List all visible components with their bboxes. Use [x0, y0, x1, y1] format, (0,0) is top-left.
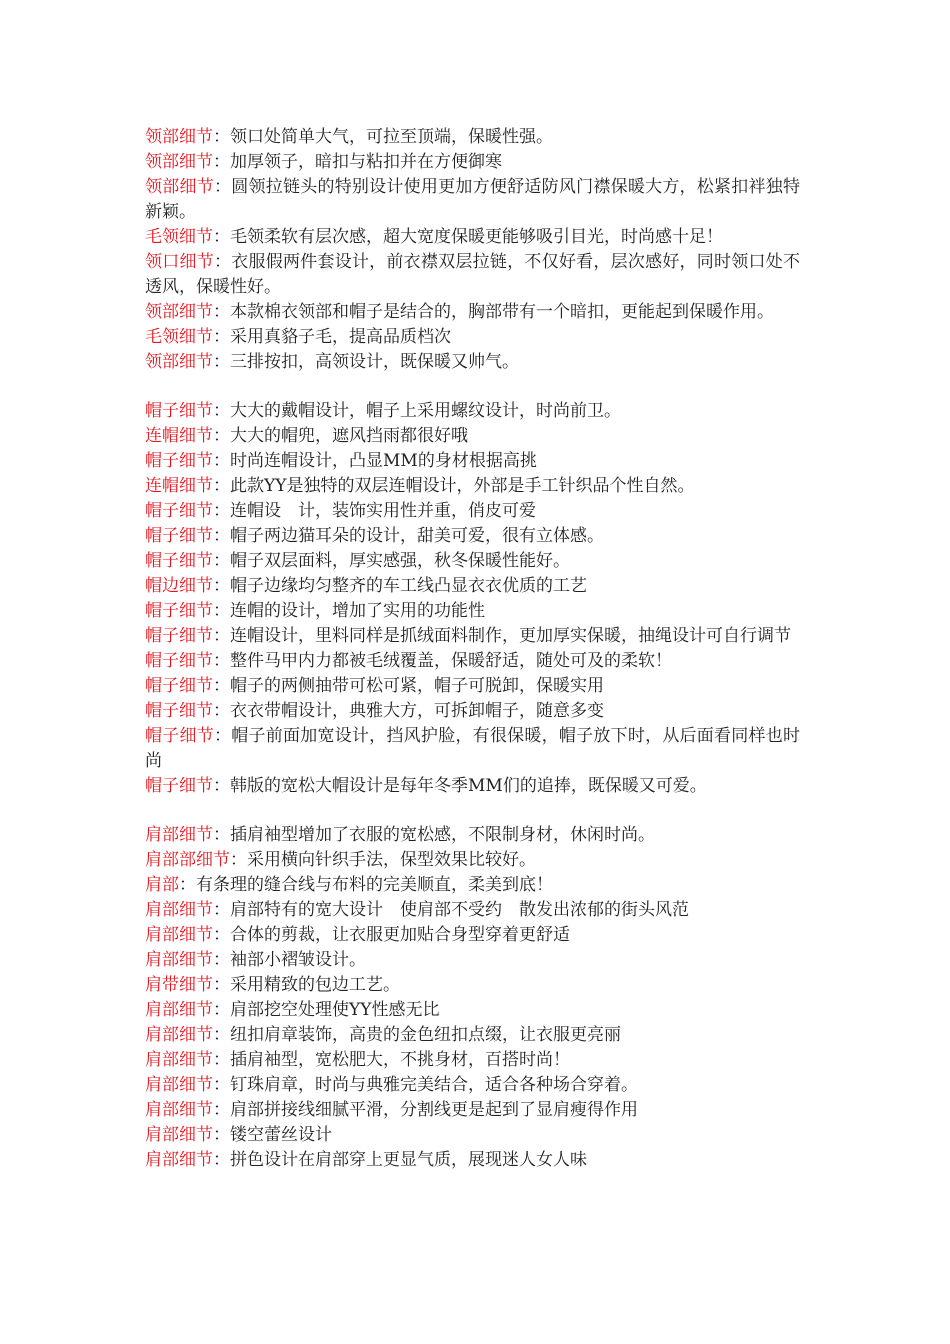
detail-line [145, 998, 800, 1023]
detail-line [145, 424, 800, 449]
detail-label: 肩部部细节 [145, 850, 230, 870]
label-separator: ： [213, 1050, 230, 1070]
detail-line [145, 649, 800, 674]
label-separator: ： [213, 726, 232, 746]
detail-line [145, 674, 800, 699]
label-separator: ： [213, 1100, 230, 1120]
detail-line [145, 724, 800, 774]
detail-label: 帽边细节 [145, 576, 213, 596]
detail-label: 领部细节 [145, 302, 213, 322]
detail-label: 帽子细节 [145, 526, 213, 546]
detail-label: 肩部细节 [145, 1025, 213, 1045]
detail-label: 领部细节 [145, 127, 213, 147]
detail-text: 连帽的设计，增加了实用的功能性 [230, 601, 485, 621]
detail-line [145, 1098, 800, 1123]
detail-label: 肩部细节 [145, 1100, 213, 1120]
detail-line [145, 1023, 800, 1048]
label-separator: ： [213, 352, 230, 372]
detail-line [145, 1148, 800, 1173]
label-separator: ： [213, 327, 230, 347]
detail-label: 肩部细节 [145, 1000, 213, 1020]
detail-label: 领口细节 [145, 252, 214, 272]
detail-text: 本款棉衣领部和帽子是结合的，胸部带有一个暗扣，更能起到保暖作用。 [230, 302, 774, 322]
label-separator: ： [213, 152, 230, 172]
detail-line [145, 898, 800, 923]
detail-line [145, 499, 800, 524]
detail-label: 领部细节 [145, 152, 213, 172]
detail-text: 肩部挖空处理使YY性感无比 [230, 1000, 440, 1020]
detail-text: 肩部拼接线细腻平滑，分割线更是起到了显肩瘦得作用 [230, 1100, 638, 1120]
detail-line [145, 524, 800, 549]
label-separator: ： [213, 1150, 230, 1170]
detail-text: 镂空蕾丝设计 [230, 1125, 332, 1145]
detail-line [145, 774, 800, 799]
label-separator: ： [213, 1025, 230, 1045]
detail-text: 拼色设计在肩部穿上更显气质，展现迷人女人味 [230, 1150, 587, 1170]
label-separator: ： [213, 825, 230, 845]
detail-text: 帽子两边猫耳朵的设计，甜美可爱，很有立体感。 [230, 526, 604, 546]
label-separator: ： [213, 526, 230, 546]
label-separator: ： [213, 401, 230, 421]
detail-label: 肩部细节 [145, 925, 213, 945]
label-separator: ： [213, 127, 230, 147]
label-separator: ： [213, 476, 230, 496]
detail-text: 衣服假两件套设计，前衣襟双层拉链，不仅好看，层次感好，同时领口处不透风，保暖性好。 [145, 252, 801, 297]
label-separator: ： [213, 451, 230, 471]
detail-label: 帽子细节 [145, 601, 213, 621]
label-separator: ： [213, 626, 230, 646]
detail-line [145, 150, 800, 175]
detail-label: 肩部 [145, 875, 179, 895]
label-separator: ： [213, 177, 232, 197]
detail-section [145, 823, 800, 1173]
detail-text: 钉珠肩章，时尚与典雅完美结合，适合各种场合穿着。 [230, 1075, 638, 1095]
detail-label: 毛领细节 [145, 327, 213, 347]
detail-line [145, 1123, 800, 1148]
label-separator: ： [213, 576, 230, 596]
detail-line [145, 873, 800, 898]
label-separator: ： [213, 701, 230, 721]
detail-label: 帽子细节 [145, 626, 213, 646]
label-separator: ： [213, 501, 230, 521]
label-separator: ： [213, 1000, 230, 1020]
detail-line [145, 699, 800, 724]
label-separator: ： [213, 551, 230, 571]
detail-text: 采用横向针织手法，保型效果比较好。 [247, 850, 536, 870]
detail-label: 连帽细节 [145, 426, 213, 446]
detail-line [145, 624, 800, 649]
detail-label: 帽子细节 [145, 451, 213, 471]
detail-label: 肩部细节 [145, 1075, 213, 1095]
detail-section [145, 125, 800, 375]
label-separator: ： [213, 1125, 230, 1145]
label-separator: ： [213, 1075, 230, 1095]
label-separator: ： [230, 850, 247, 870]
label-separator: ： [213, 900, 230, 920]
detail-label: 帽子细节 [145, 651, 213, 671]
detail-label: 帽子细节 [145, 401, 213, 421]
detail-label: 帽子细节 [145, 776, 213, 796]
detail-line [145, 1048, 800, 1073]
detail-line [145, 225, 800, 250]
detail-line [145, 325, 800, 350]
label-separator: ： [213, 925, 230, 945]
detail-line [145, 1073, 800, 1098]
label-separator: ： [213, 776, 230, 796]
detail-line [145, 250, 800, 300]
detail-text: 插肩袖型，宽松肥大，不挑身材，百搭时尚！ [230, 1050, 570, 1070]
detail-line [145, 474, 800, 499]
label-separator: ： [213, 601, 230, 621]
detail-line [145, 350, 800, 375]
detail-line [145, 300, 800, 325]
label-separator: ： [213, 252, 232, 272]
detail-label: 肩部细节 [145, 1050, 213, 1070]
detail-line [145, 449, 800, 474]
detail-label: 帽子细节 [145, 701, 213, 721]
detail-line [145, 823, 800, 848]
detail-text: 大大的帽兜，遮风挡雨都很好哦 [230, 426, 468, 446]
detail-label: 帽子细节 [145, 676, 213, 696]
detail-text: 领口处简单大气，可拉至顶端，保暖性强。 [230, 127, 553, 147]
detail-label: 肩带细节 [145, 975, 213, 995]
label-separator: ： [213, 676, 230, 696]
detail-label: 毛领细节 [145, 227, 213, 247]
detail-line [145, 848, 800, 873]
label-separator: ： [213, 975, 230, 995]
detail-section [145, 399, 800, 799]
detail-label: 帽子细节 [145, 726, 214, 746]
detail-line [145, 549, 800, 574]
detail-text: 帽子的两侧抽带可松可紧，帽子可脱卸，保暖实用 [230, 676, 604, 696]
detail-text: 帽子边缘均匀整齐的车工线凸显衣衣优质的工艺 [230, 576, 587, 596]
detail-label: 帽子细节 [145, 551, 213, 571]
detail-line [145, 923, 800, 948]
detail-text: 袖部小褶皱设计。 [230, 950, 366, 970]
label-separator: ： [213, 950, 230, 970]
detail-line [145, 973, 800, 998]
detail-line [145, 574, 800, 599]
detail-label: 肩部细节 [145, 950, 213, 970]
label-separator: ： [213, 426, 230, 446]
detail-text: 三排按扣，高领设计，既保暖又帅气。 [230, 352, 519, 372]
detail-line [145, 948, 800, 973]
detail-text: 帽子前面加宽设计，挡风护脸，有很保暖，帽子放下时，从后面看同样也时尚 [145, 726, 801, 771]
detail-text: 时尚连帽设计，凸显MM的身材根据高挑 [230, 451, 537, 471]
detail-text: 衣衣带帽设计，典雅大方，可拆卸帽子，随意多变 [230, 701, 604, 721]
label-separator: ： [179, 875, 196, 895]
label-separator: ： [213, 651, 230, 671]
detail-text: 此款YY是独特的双层连帽设计，外部是手工针织品个性自然。 [230, 476, 695, 496]
detail-text: 加厚领子，暗扣与粘扣并在方便御寒 [230, 152, 502, 172]
label-separator: ： [213, 302, 230, 322]
detail-text: 合体的剪裁，让衣服更加贴合身型穿着更舒适 [230, 925, 570, 945]
detail-text: 整件马甲内力都被毛绒覆盖，保暖舒适，随处可及的柔软！ [230, 651, 672, 671]
detail-line [145, 125, 800, 150]
detail-label: 肩部细节 [145, 900, 213, 920]
detail-line [145, 175, 800, 225]
detail-line [145, 399, 800, 424]
detail-text: 插肩袖型增加了衣服的宽松感，不限制身材，休闲时尚。 [230, 825, 655, 845]
detail-text: 有条理的缝合线与布料的完美顺直，柔美到底！ [196, 875, 553, 895]
detail-label: 帽子细节 [145, 501, 213, 521]
detail-label: 肩部细节 [145, 1150, 213, 1170]
detail-label: 连帽细节 [145, 476, 213, 496]
detail-text: 大大的戴帽设计，帽子上采用螺纹设计，时尚前卫。 [230, 401, 621, 421]
detail-text: 连帽设 计，装饰实用性并重，俏皮可爱 [230, 501, 536, 521]
detail-text: 肩部特有的宽大设计 使肩部不受约 散发出浓郁的街头风范 [230, 900, 689, 920]
detail-label: 肩部细节 [145, 1125, 213, 1145]
detail-text: 采用真貉子毛，提高品质档次 [230, 327, 451, 347]
detail-label: 肩部细节 [145, 825, 213, 845]
detail-text: 纽扣肩章装饰，高贵的金色纽扣点缀，让衣服更亮丽 [230, 1025, 621, 1045]
detail-text: 连帽设计，里料同样是抓绒面料制作，更加厚实保暖，抽绳设计可自行调节 [230, 626, 791, 646]
detail-text: 帽子双层面料，厚实感强，秋冬保暖性能好。 [230, 551, 570, 571]
detail-text: 采用精致的包边工艺。 [230, 975, 400, 995]
detail-label: 领部细节 [145, 352, 213, 372]
detail-text: 圆领拉链头的特别设计使用更加方便舒适防风门襟保暖大方，松紧扣袢独特新颖。 [145, 177, 801, 222]
detail-text: 韩版的宽松大帽设计是每年冬季MM们的追捧，既保暖又可爱。 [230, 776, 707, 796]
detail-line [145, 599, 800, 624]
detail-label: 领部细节 [145, 177, 214, 197]
label-separator: ： [213, 227, 230, 247]
detail-text: 毛领柔软有层次感，超大宽度保暖更能够吸引目光，时尚感十足！ [230, 227, 723, 247]
